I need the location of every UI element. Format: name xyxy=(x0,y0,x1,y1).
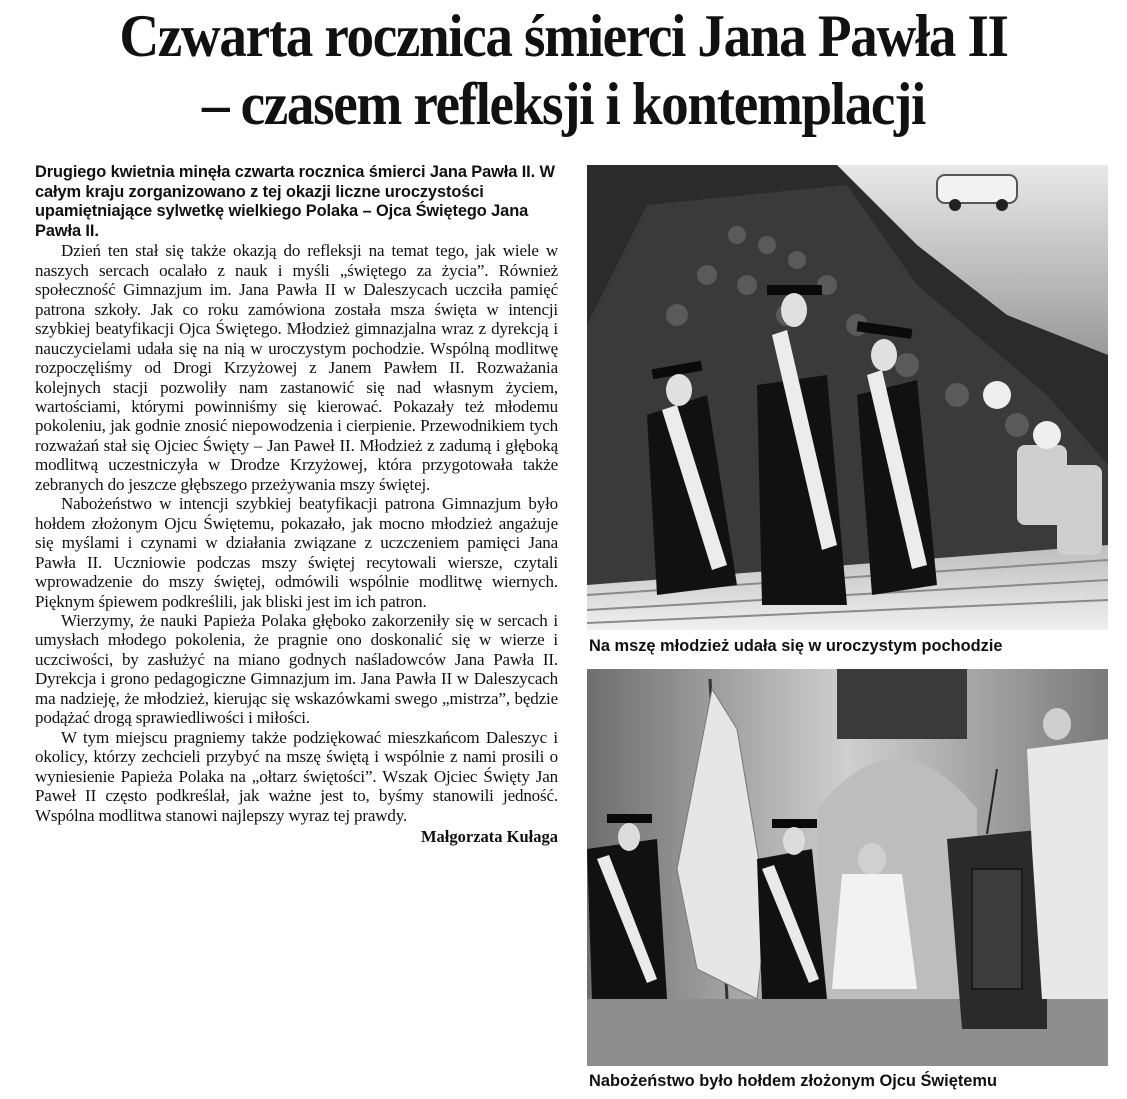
procession-photo-caption: Na mszę młodzież udała się w uroczystym pochodzie xyxy=(589,637,1003,655)
headline-line-2: – czasem refleksji i kontemplacji xyxy=(201,71,926,137)
church-service-photo-image xyxy=(587,669,1108,1066)
church-service-photo xyxy=(587,669,1108,1066)
church-service-photo-caption: Nabożeństwo było hołdem złożonym Ojcu Świętemu xyxy=(589,1072,997,1090)
article-paragraph: W tym miejscu pragniemy także podziękować mieszkańcom Daleszyc i okolicy, którzy zechcieli przybyć na mszę świętą i wspólnie z nami prosili o wyniesienie Papieża Polaka na „ołtarz świętości”. Wszak Ojciec Święty Jan Paweł II często podkreślał, jak ważne jest to, byśmy stanowili jedność. Wspólna modlitwa stanowi najlepszy wyraz tej prawdy. xyxy=(35,727,558,825)
article-paragraph: Wierzymy, że nauki Papieża Polaka głęboko zakorzeniły się w sercach i umysłach młodego pokolenia, że pragnie ono doskonalić się w wierze i uczciwości, by zasłużyć na miano godnych naśladowców Jana Pawła II. Dyrekcja i grono pedagogiczne Gimnazjum im. Jana Pawła II w Daleszycach ma nadzieję, że młodzież, kierując się wskazówkami swego „mistrza”, będzie podążać drogą sprawiedliwości i miłości. xyxy=(35,610,558,728)
article-paragraph: Nabożeństwo w intencji szybkiej beatyfikacji patrona Gimnazjum było hołdem złożonym Ojcu Świętemu, pokazało, jak mocno młodzież angażuje się myślami i czynami w działania związane z uczczeniem pamięci Jana Pawła II. Uczniowie podczas mszy świętej recytowali wiersze, czytali wprowadzenie do mszy świętej, odmówili wspólnie modlitwę wiernych. Pięknym śpiewem podkreślili, jak bliski jest im ich patron. xyxy=(35,494,558,611)
article-paragraph: Dzień ten stał się także okazją do refleksji na temat tego, jak wiele w naszych sercach ocalało z nauk i myśli „świętego za życia”. Również społeczność Gimnazjum im. Jana Pawła II w Daleszycach uczciła pamięć patrona szkoły. Jak co roku zamówiona została msza święta w intencji szybkiej beatyfikacji Ojca Świętego. Młodzież gimnazjalna wraz z dyrekcją i nauczycielami udała się na nią w uroczystym pochodzie. Wspólną modlitwę rozpoczęliśmy od Drogi Krzyżowej z Janem Pawłem II. Rozważania kolejnych stacji pozwoliły nam zastanowić się nad własnym życiem, wartościami, którymi powinniśmy się kierować. Pokazały też młodemu pokoleniu, jak godnie znosić niepowodzenia i cierpienie. Przewodnikiem tych rozważań stał się Ojciec Święty – Jan Paweł II. Młodzież z zadumą i głęboką modlitwą uczestniczyła w Drodze Krzyżowej, która przygotowała także zebranych do jeszcze głębszego przeżywania mszy świętej. xyxy=(35,241,558,494)
article-text-column xyxy=(35,163,558,846)
article-headline xyxy=(45,2,1082,138)
article-lead: Drugiego kwietnia minęła czwarta rocznica śmierci Jana Pawła II. W całym kraju zorganizowano z tej okazji liczne uroczystości upamiętniające sylwetkę wielkiego Polaka – Ojca Świętego Jana Pawła II. xyxy=(35,163,555,240)
procession-photo-image xyxy=(587,165,1108,630)
article-author: Małgorzata Kułaga xyxy=(420,826,558,846)
procession-photo xyxy=(587,165,1108,630)
headline-line-1: Czwarta rocznica śmierci Jana Pawła II xyxy=(119,3,1008,69)
